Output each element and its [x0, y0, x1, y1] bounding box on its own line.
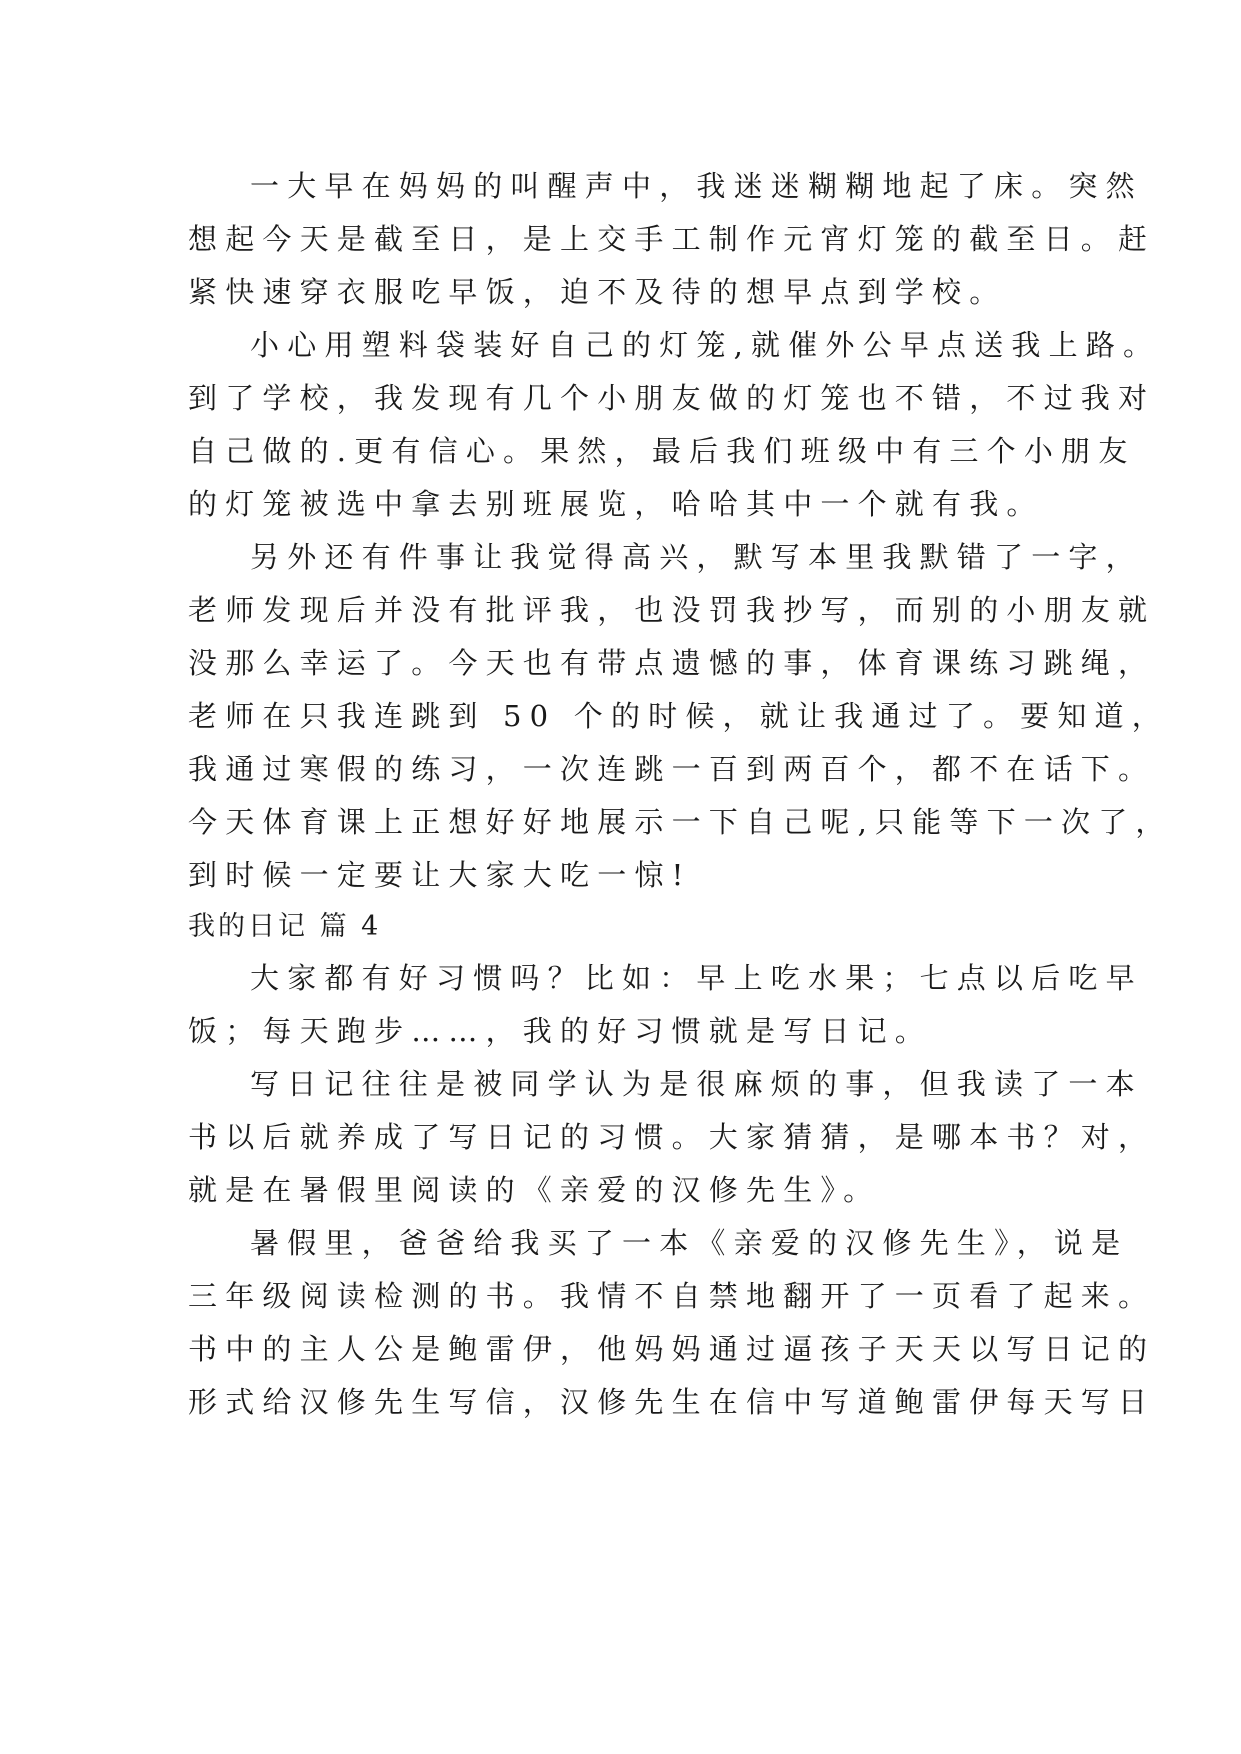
- paragraph: [188, 531, 1173, 902]
- section-heading: 我的日记 篇 4: [188, 911, 382, 942]
- text-line: 老师发现后并没有批评我，也没罚我抄写，而别的小朋友就: [188, 593, 1156, 627]
- text-line: 暑假里，爸爸给我买了一本《亲爱的汉修先生》，说是: [250, 1226, 1129, 1260]
- paragraph: [188, 952, 1143, 1058]
- text-line: 另外还有件事让我觉得高兴，默写本里我默错了一字，: [250, 540, 1143, 574]
- text-line: 一大早在妈妈的叫醒声中，我迷迷糊糊地起了床。突然: [250, 169, 1143, 203]
- text-line: 小心用塑料袋装好自己的灯笼,就催外公早点送我上路。: [250, 328, 1161, 362]
- text-line: 老师在只我连跳到 50 个的时候，就让我通过了。要知道，: [188, 699, 1169, 733]
- text-line: 想起今天是截至日，是上交手工制作元宵灯笼的截至日。赶: [188, 222, 1156, 256]
- paragraph: [188, 319, 1161, 531]
- text-line: 到时候一定要让大家大吃一惊!: [188, 858, 692, 892]
- text-line: 三年级阅读检测的书。我情不自禁地翻开了一页看了起来。: [188, 1279, 1156, 1313]
- text-line: 形式给汉修先生写信，汉修先生在信中写道鲍雷伊每天写日: [188, 1385, 1156, 1419]
- text-line: 到了学校，我发现有几个小朋友做的灯笼也不错，不过我对: [188, 381, 1156, 415]
- text-line: 紧快速穿衣服吃早饭，迫不及待的想早点到学校。: [188, 275, 1007, 309]
- text-line: 饭；每天跑步……，我的好习惯就是写日记。: [188, 1014, 933, 1048]
- text-line: 没那么幸运了。今天也有带点遗憾的事，体育课练习跳绳，: [188, 646, 1156, 680]
- text-line: 我通过寒假的练习，一次连跳一百到两百个，都不在话下。: [188, 752, 1156, 786]
- text-line: 书以后就养成了写日记的习惯。大家猜猜，是哪本书？对，: [188, 1120, 1156, 1154]
- paragraph: [188, 1217, 1156, 1429]
- text-line: 就是在暑假里阅读的《亲爱的汉修先生》。: [188, 1173, 881, 1207]
- text-line: 的灯笼被选中拿去别班展览，哈哈其中一个就有我。: [188, 487, 1044, 521]
- document-body: [188, 160, 1173, 1429]
- text-line: 今天体育课上正想好好地展示一下自己呢,只能等下一次了，: [188, 805, 1173, 839]
- text-line: 书中的主人公是鲍雷伊，他妈妈通过逼孩子天天以写日记的: [188, 1332, 1156, 1366]
- text-line: 写日记往往是被同学认为是很麻烦的事，但我读了一本: [250, 1067, 1143, 1101]
- paragraph: [188, 1058, 1156, 1217]
- text-line: 自己做的.更有信心。果然，最后我们班级中有三个小朋友: [188, 434, 1136, 468]
- text-line: 大家都有好习惯吗？比如：早上吃水果；七点以后吃早: [250, 961, 1143, 995]
- paragraph: [188, 160, 1156, 319]
